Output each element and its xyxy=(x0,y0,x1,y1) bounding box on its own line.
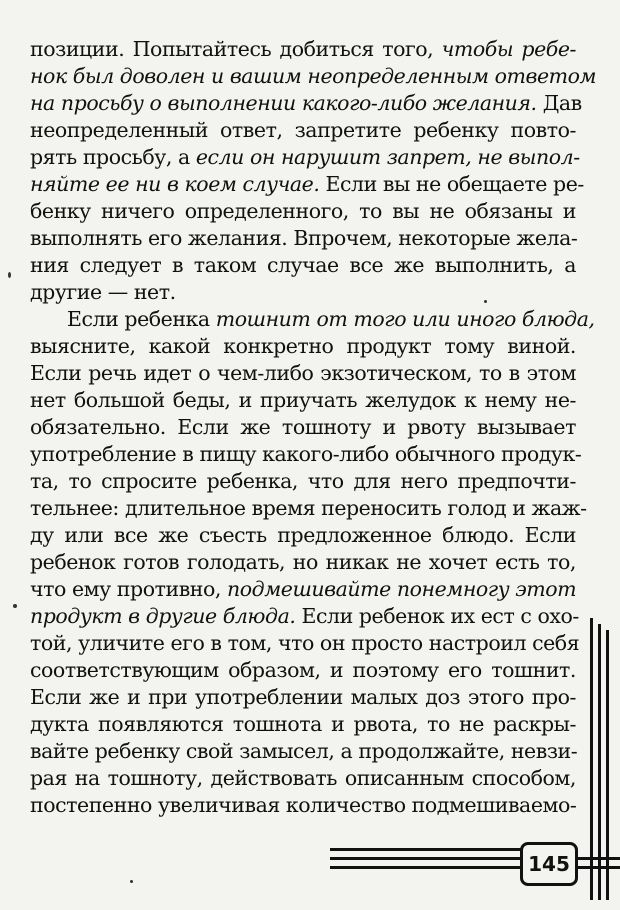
text-run: дукта появляются тошнота и рвота, то не раскры- xyxy=(30,712,576,736)
text-line xyxy=(30,306,595,333)
text-line xyxy=(30,144,580,171)
text-run: та, то спросите ребенка, что для него предпочти- xyxy=(30,469,576,493)
text-run: Если вы не обещаете ре- xyxy=(319,172,584,196)
page-number: 145 xyxy=(520,842,578,886)
text-line xyxy=(30,765,576,792)
scan-speck xyxy=(8,272,11,278)
text-line xyxy=(30,198,576,225)
text-run: Если речь идет о чем-либо экзотическом, то в этом xyxy=(30,361,576,385)
text-run: Если ребенка xyxy=(67,307,216,331)
emphasized-text: на просьбу о выполнении какого-либо желания. xyxy=(30,91,537,115)
text-run: той, уличите его в том, что он просто настроил себя xyxy=(30,631,580,655)
text-line xyxy=(30,522,576,549)
text-run: Если же и при употреблении малых доз этого про- xyxy=(30,685,576,709)
text-line xyxy=(30,63,597,90)
emphasized-text: чтобы ребе- xyxy=(441,37,576,61)
emphasized-text: если он нарушит запрет, не выпол- xyxy=(195,145,580,169)
text-run: рять просьбу, а xyxy=(30,145,196,169)
bottom-border-rule xyxy=(330,866,522,869)
emphasized-text: тошнит от того или иного блюда, xyxy=(215,307,595,331)
text-run: ния следует в таком случае все же выполнить, а xyxy=(30,253,576,277)
text-line xyxy=(30,333,576,360)
emphasized-text: няйте ее ни в коем случае. xyxy=(30,172,320,196)
bottom-border-rule xyxy=(330,848,522,851)
text-line xyxy=(30,225,576,252)
text-run: бенку ничего определенного, то вы не обязаны и xyxy=(30,199,576,223)
text-run: ребенок готов голодать, но никак не хочет есть то, xyxy=(30,550,576,574)
text-line xyxy=(30,630,580,657)
text-run: соответствующим образом, и поэтому его тошнит. xyxy=(30,658,576,682)
text-line xyxy=(30,792,576,819)
bottom-border-rule xyxy=(578,866,620,869)
text-run: вайте ребенку свой замысел, а продолжайте, невзи- xyxy=(30,739,578,763)
text-run: выполнять его желания. Впрочем, некоторые жела- xyxy=(30,226,578,250)
text-line xyxy=(30,549,576,576)
text-run: нет большой беды, и приучать желудок к нему не- xyxy=(30,388,576,412)
text-run: неопределенный ответ, запретите ребенку повто- xyxy=(30,118,576,142)
text-run: ду или все же съесть предложенное блюдо. Если xyxy=(30,523,576,547)
text-run: позиции. Попытайтесь добиться того, xyxy=(30,37,442,61)
text-line xyxy=(30,657,576,684)
bottom-border-rule xyxy=(578,857,620,860)
text-run: Если ребенок их ест с охо- xyxy=(295,604,579,628)
text-run: тельнее: длительное время переносить голод и жаж- xyxy=(30,496,587,520)
scan-speck xyxy=(13,604,17,608)
text-line xyxy=(30,387,576,414)
text-run: рая на тошноту, действовать описанным способом, xyxy=(30,766,576,790)
emphasized-text: подмешивайте понемногу этот xyxy=(227,577,577,601)
text-line xyxy=(30,252,576,279)
text-line xyxy=(30,441,582,468)
text-run: употребление в пищу какого-либо обычного продук- xyxy=(30,442,582,466)
text-line xyxy=(30,36,576,63)
text-line xyxy=(30,90,582,117)
text-line xyxy=(30,711,576,738)
text-line xyxy=(30,684,576,711)
text-line xyxy=(30,495,587,522)
text-line xyxy=(30,171,584,198)
text-line xyxy=(30,738,576,765)
text-run: постепенно увеличивая количество подмешиваемо- xyxy=(30,793,577,817)
text-run: обязательно. Если же тошноту и рвоту вызывает xyxy=(30,415,576,439)
text-line xyxy=(30,279,576,306)
text-line xyxy=(30,468,576,495)
text-run: другие — нет. xyxy=(30,280,176,304)
emphasized-text: нок был доволен и вашим неопределенным ответом xyxy=(30,64,597,88)
bottom-border-rule xyxy=(330,857,522,860)
emphasized-text: продукт в другие блюда. xyxy=(30,604,296,628)
text-line xyxy=(30,360,576,387)
text-run: выясните, какой конкретно продукт тому виной. xyxy=(30,334,576,358)
text-run: Дав xyxy=(536,91,582,115)
body-text xyxy=(30,36,597,819)
text-line xyxy=(30,603,579,630)
text-line xyxy=(30,576,576,603)
text-line xyxy=(30,414,576,441)
text-run: что ему противно, xyxy=(30,577,228,601)
text-line xyxy=(30,117,576,144)
scan-speck xyxy=(130,880,133,883)
scan-speck xyxy=(484,300,487,303)
